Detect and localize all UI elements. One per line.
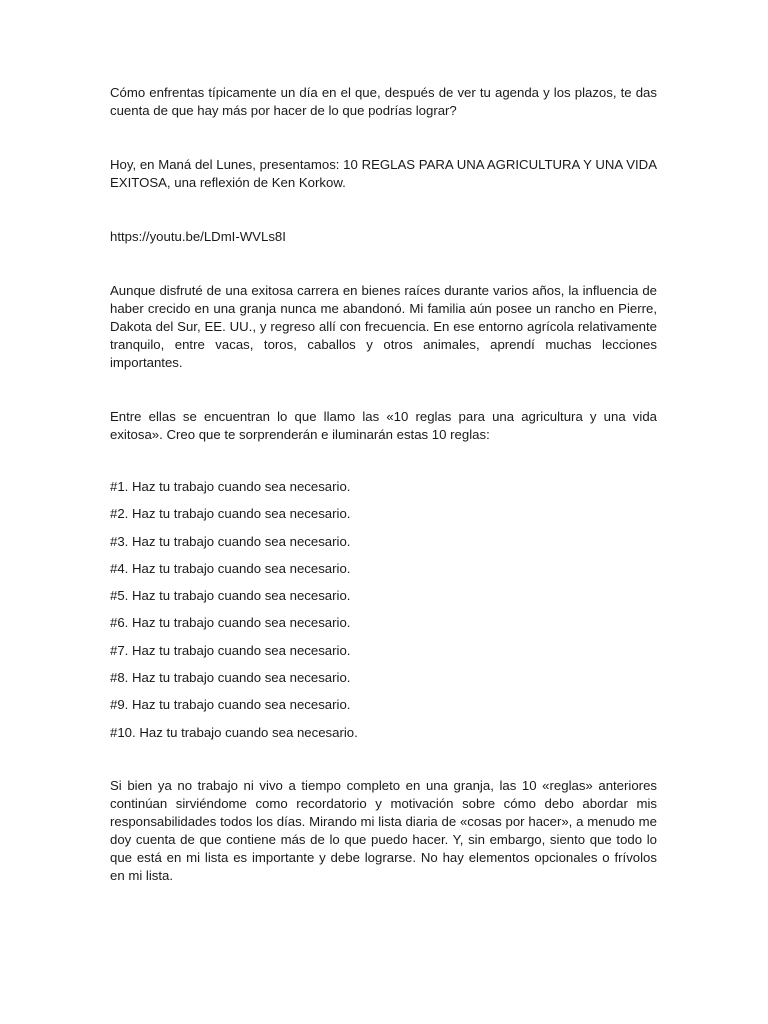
rule-item: #9. Haz tu trabajo cuando sea necesario. <box>110 697 351 713</box>
rule-item: #1. Haz tu trabajo cuando sea necesario. <box>110 479 351 494</box>
rule-item: #2. Haz tu trabajo cuando sea necesario. <box>110 506 351 522</box>
rule-item: #10. Haz tu trabajo cuando sea necesario. <box>110 724 358 740</box>
rule-item: #5. Haz tu trabajo cuando sea necesario. <box>110 588 351 604</box>
rules-list <box>110 478 657 742</box>
background-paragraph: Aunque disfruté de una exitosa carrera en bienes raíces durante varios años, la influencia de haber crecido en una granja nunca me abandonó. Mi familia aún posee un rancho en Pierre, Dakota del Sur, EE. UU., y regreso allí con frecuencia. En ese entorno agrícola relativamente tranquilo, entre vacas, toros, caballos y otros animales, aprendí muchas lecciones importantes. <box>110 283 657 370</box>
video-link[interactable]: https://youtu.be/LDmI-WVLs8I <box>110 229 286 244</box>
rules-intro-paragraph: Entre ellas se encuentran lo que llamo las «10 reglas para una agricultura y una vida exitosa». Creo que te sorprenderán e iluminarán estas 10 reglas: <box>110 409 657 442</box>
rule-item: #8. Haz tu trabajo cuando sea necesario. <box>110 670 351 686</box>
closing-paragraph: Si bien ya no trabajo ni vivo a tiempo completo en una granja, las 10 «reglas» anteriores continúan sirviéndome como recordatorio y motivación sobre cómo debo abordar mis responsabilidades todos los días. Mirando mi lista diaria de «cosas por hacer», a menudo me doy cuenta de que contiene más de lo que puedo hacer. Y, sin embargo, siento que todo lo que está en mi lista es importante y debe lograrse. No hay elementos opcionales o frívolos en mi lista. <box>110 777 657 883</box>
video-link-paragraph <box>110 228 657 246</box>
document-page <box>110 84 657 885</box>
intro-paragraph: Cómo enfrentas típicamente un día en el que, después de ver tu agenda y los plazos, te das cuenta de que hay más por hacer de lo que podrías lograr? <box>110 85 657 118</box>
rule-item: #4. Haz tu trabajo cuando sea necesario. <box>110 560 351 576</box>
presentation-paragraph: Hoy, en Maná del Lunes, presentamos: 10 REGLAS PARA UNA AGRICULTURA Y UNA VIDA EXITOSA, una reflexión de Ken Korkow. <box>110 157 657 190</box>
rule-item: #6. Haz tu trabajo cuando sea necesario. <box>110 615 351 631</box>
rule-item: #3. Haz tu trabajo cuando sea necesario. <box>110 533 351 549</box>
rule-item: #7. Haz tu trabajo cuando sea necesario. <box>110 642 351 658</box>
